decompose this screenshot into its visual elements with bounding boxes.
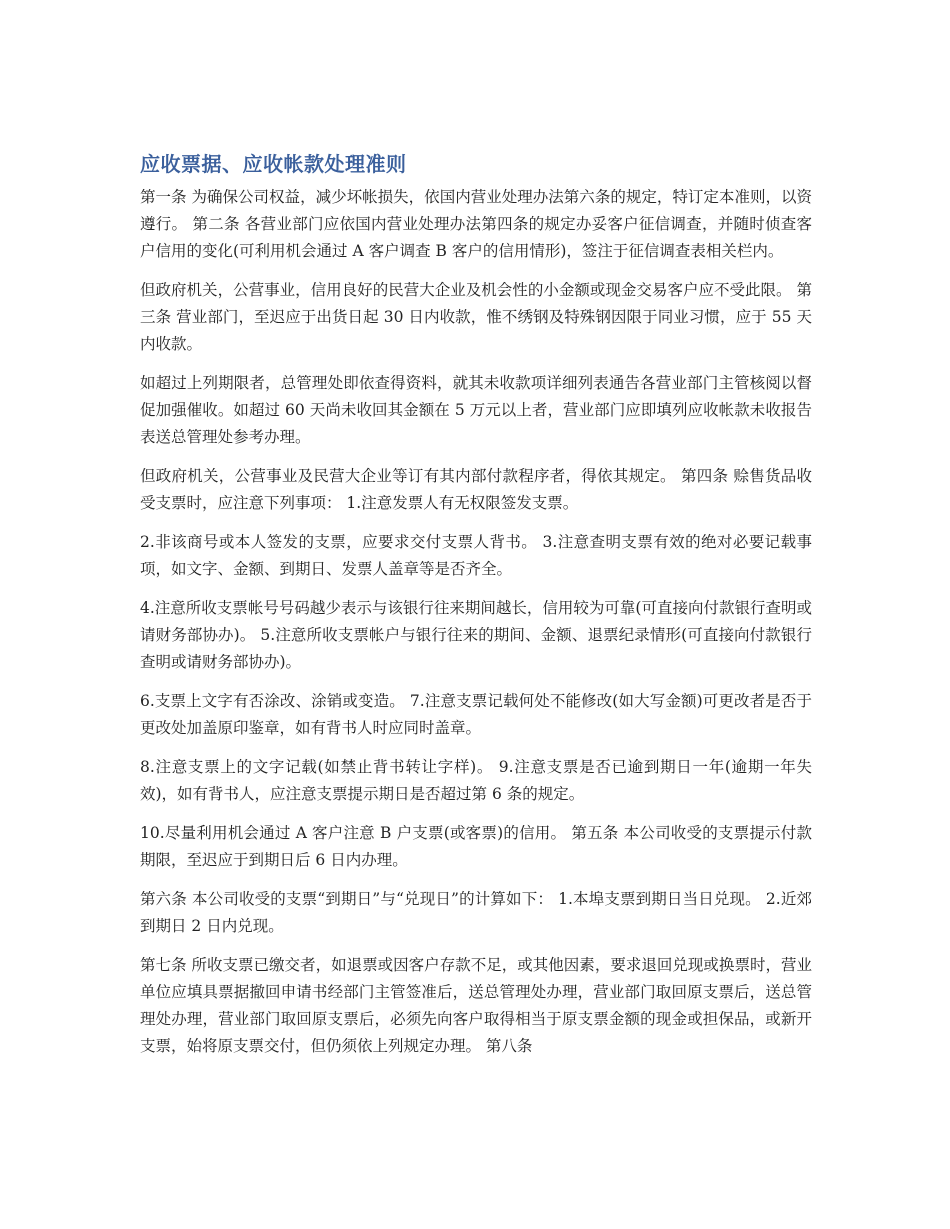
paragraph-10: 第六条 本公司收受的支票“到期日”与“兑现日”的计算如下： 1.本埠支票到期日当日兑现。 2.近郊到期日 2 日内兑现。	[140, 890, 812, 935]
paragraph-3: 如超过上列期限者，总管理处即依查得资料，就其未收款项详细列表通告各营业部门主管核阅以督促加强催收。如超过 60 天尚未收回其金额在 5 万元以上者，营业部门应即填列应收帐款未收报告表送总管理处参考办理。	[140, 374, 812, 446]
paragraph-11: 第七条 所收支票已缴交者，如退票或因客户存款不足，或其他因素，要求退回兑现或换票时，营业单位应填具票据撤回申请书经部门主管签准后，送总管理处办理，营业部门取回原支票后，送总管理处办理，营业部门取回原支票后，必须先向客户取得相当于原支票金额的现金或担保品，或新开支票，始将原支票交付，但仍须依上列规定办理。 第八条	[140, 956, 812, 1055]
paragraph-6: 4.注意所收支票帐号号码越少表示与该银行往来期间越长，信用较为可靠(可直接向付款银行查明或请财务部协办)。 5.注意所收支票帐户与银行往来的期间、金额、退票纪录情形(可直接向付款银行查明或请财务部协办)。	[140, 599, 812, 671]
page-title: 应收票据、应收帐款处理准则	[140, 152, 407, 176]
paragraph-8: 8.注意支票上的文字记载(如禁止背书转让字样)。 9.注意支票是否已逾到期日一年(逾期一年失效)，如有背书人，应注意支票提示期日是否超过第 6 条的规定。	[140, 758, 812, 803]
paragraph-9: 10.尽量利用机会通过 A 客户注意 B 户支票(或客票)的信用。 第五条 本公司收受的支票提示付款期限，至迟应于到期日后 6 日内办理。	[140, 824, 812, 869]
document-page	[140, 150, 812, 1072]
paragraph-7: 6.支票上文字有否涂改、涂销或变造。 7.注意支票记载何处不能修改(如大写金额)可更改者是否于更改处加盖原印鉴章，如有背书人时应同时盖章。	[140, 692, 812, 737]
paragraph-1: 第一条 为确保公司权益，减少坏帐损失，依国内营业处理办法第六条的规定，特订定本准则，以资遵行。 第二条 各营业部门应依国内营业处理办法第四条的规定办妥客户征信调查，并随时侦查客户信用的变化(可利用机会通过 A 客户调查 B 客户的信用情形)，签注于征信调查表相关栏内。	[140, 188, 812, 260]
paragraph-2: 但政府机关，公营事业，信用良好的民营大企业及机会性的小金额或现金交易客户应不受此限。 第三条 营业部门，至迟应于出货日起 30 日内收款，惟不绣钢及特殊钢因限于同业习惯，应于 55 天内收款。	[140, 281, 812, 353]
paragraph-5: 2.非该商号或本人签发的支票，应要求交付支票人背书。 3.注意查明支票有效的绝对必要记载事项，如文字、金额、到期日、发票人盖章等是否齐全。	[140, 533, 812, 578]
paragraph-4: 但政府机关，公营事业及民营大企业等订有其内部付款程序者，得依其规定。 第四条 赊售货品收受支票时，应注意下列事项： 1.注意发票人有无权限签发支票。	[140, 467, 812, 512]
